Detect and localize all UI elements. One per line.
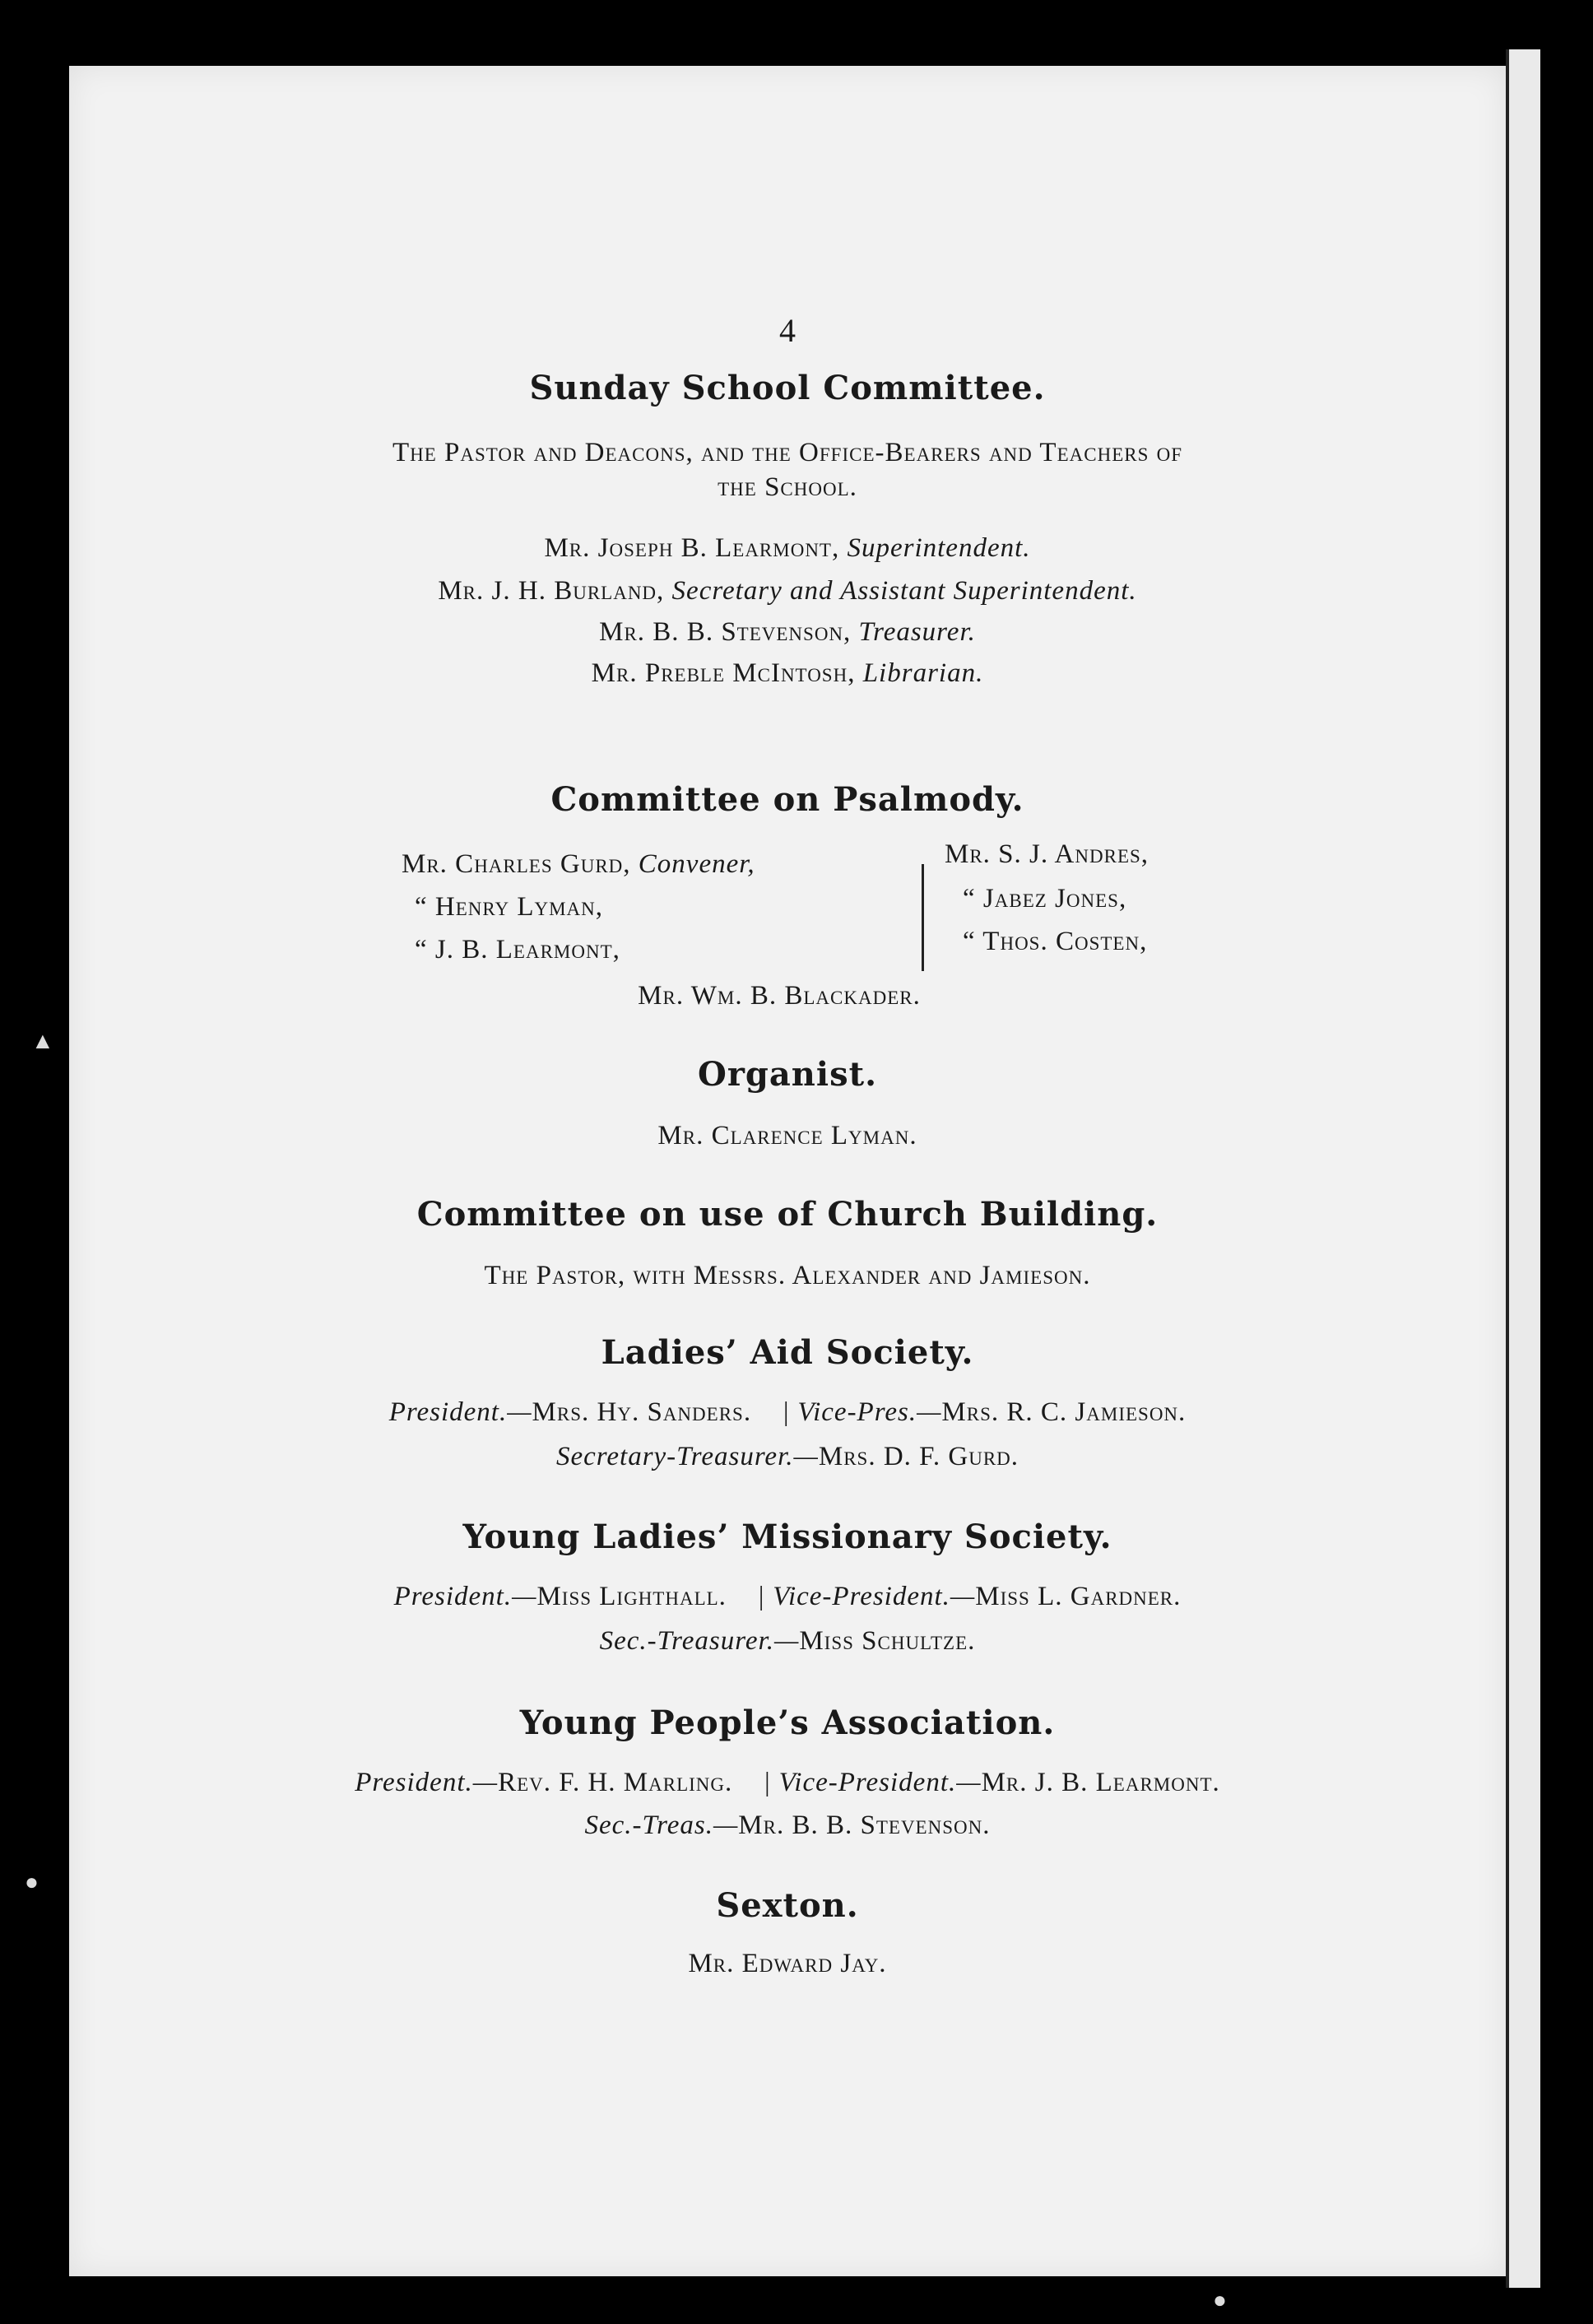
young-people-officers (69, 1768, 1506, 1798)
adjacent-page-edge (1506, 49, 1540, 2288)
page-number: 4 (779, 312, 796, 349)
officer-role: Librarian. (862, 658, 984, 688)
vice-name: Mrs. R. C. Jamieson. (941, 1397, 1187, 1427)
organist-heading: Organist. (697, 1055, 877, 1094)
column-divider (922, 864, 924, 971)
president-name: Mrs. Hy. Sanders. (532, 1397, 752, 1427)
officer-superintendent (69, 533, 1506, 564)
officer-name: Mr. Joseph B. Learmont, (544, 533, 840, 563)
secretary-name: Mr. B. B. Stevenson. (738, 1810, 991, 1840)
psalmody-left-1 (402, 849, 755, 880)
scan-speck: ● (1213, 2288, 1227, 2313)
officer-role: Secretary and Assistant Superintendent. (671, 576, 1137, 606)
scan-speck: ▲ (31, 1029, 54, 1054)
vice-label: | Vice-Pres.— (782, 1397, 942, 1427)
sunday-school-heading: Sunday School Committee. (529, 369, 1046, 407)
vice-label: | Vice-President.— (763, 1768, 982, 1797)
officer-name: Mr. Preble McIntosh, (591, 658, 856, 688)
secretary-label: Sec.-Treas.— (584, 1810, 739, 1840)
psalmody-heading: Committee on Psalmody. (550, 780, 1024, 819)
young-ladies-heading: Young Ladies’ Missionary Society. (462, 1518, 1112, 1556)
psalmody-footer: Mr. Wm. B. Blackader. (638, 981, 921, 1011)
officer-role: Treasurer. (858, 617, 976, 647)
vice-name: Miss L. Gardner. (975, 1582, 1182, 1611)
ladies-aid-heading: Ladies’ Aid Society. (601, 1333, 974, 1372)
vice-name: Mr. J. B. Learmont. (981, 1768, 1220, 1797)
church-building-members: The Pastor, with Messrs. Alexander and Jamieson. (484, 1261, 1091, 1290)
young-people-heading: Young People’s Association. (519, 1703, 1056, 1742)
officer-name: Mr. B. B. Stevenson, (599, 617, 852, 647)
church-building-heading: Committee on use of Church Building. (416, 1195, 1159, 1234)
officer-name: Mr. J. H. Burland, (438, 576, 665, 606)
scan-speck: ● (25, 1870, 39, 1895)
ladies-aid-secretary (69, 1442, 1506, 1472)
officer-secretary (69, 576, 1506, 607)
young-ladies-secretary (69, 1626, 1506, 1657)
sexton-heading: Sexton. (716, 1886, 859, 1925)
secretary-label: Sec.-Treasurer.— (599, 1626, 800, 1656)
president-name: Miss Lighthall. (536, 1582, 727, 1611)
psalmody-left-3: “ J. B. Learmont, (415, 935, 620, 964)
young-ladies-officers (69, 1582, 1506, 1612)
secretary-name: Miss Schultze. (799, 1626, 976, 1656)
sunday-school-members-line2: the School. (718, 472, 857, 502)
secretary-label: Secretary-Treasurer.— (555, 1442, 819, 1471)
psalmody-left-2: “ Henry Lyman, (415, 892, 604, 922)
president-name: Rev. F. H. Marling. (498, 1768, 733, 1797)
young-people-secretary (69, 1810, 1506, 1841)
president-label: President.— (355, 1768, 499, 1797)
president-label: President.— (388, 1397, 532, 1427)
sexton-name: Mr. Edward Jay. (688, 1949, 887, 1978)
officer-role: Superintendent. (847, 533, 1031, 563)
vice-label: | Vice-President.— (756, 1582, 976, 1611)
psalmody-role: Convener, (638, 849, 755, 879)
officer-treasurer (69, 617, 1506, 648)
secretary-name: Mrs. D. F. Gurd. (818, 1442, 1019, 1471)
psalmody-right-2: “ Jabez Jones, (963, 884, 1127, 913)
ladies-aid-officers (69, 1397, 1506, 1428)
psalmody-right-1: Mr. S. J. Andres, (945, 839, 1149, 869)
officer-librarian (69, 658, 1506, 689)
psalmody-member: Mr. Charles Gurd, (402, 849, 631, 879)
president-label: President.— (393, 1582, 537, 1611)
document-page (69, 66, 1506, 2276)
sunday-school-members-line1: The Pastor and Deacons, and the Office-Bearers and Teachers of (392, 438, 1183, 467)
psalmody-right-3: “ Thos. Costen, (963, 927, 1148, 956)
organist-name: Mr. Clarence Lyman. (657, 1121, 917, 1150)
